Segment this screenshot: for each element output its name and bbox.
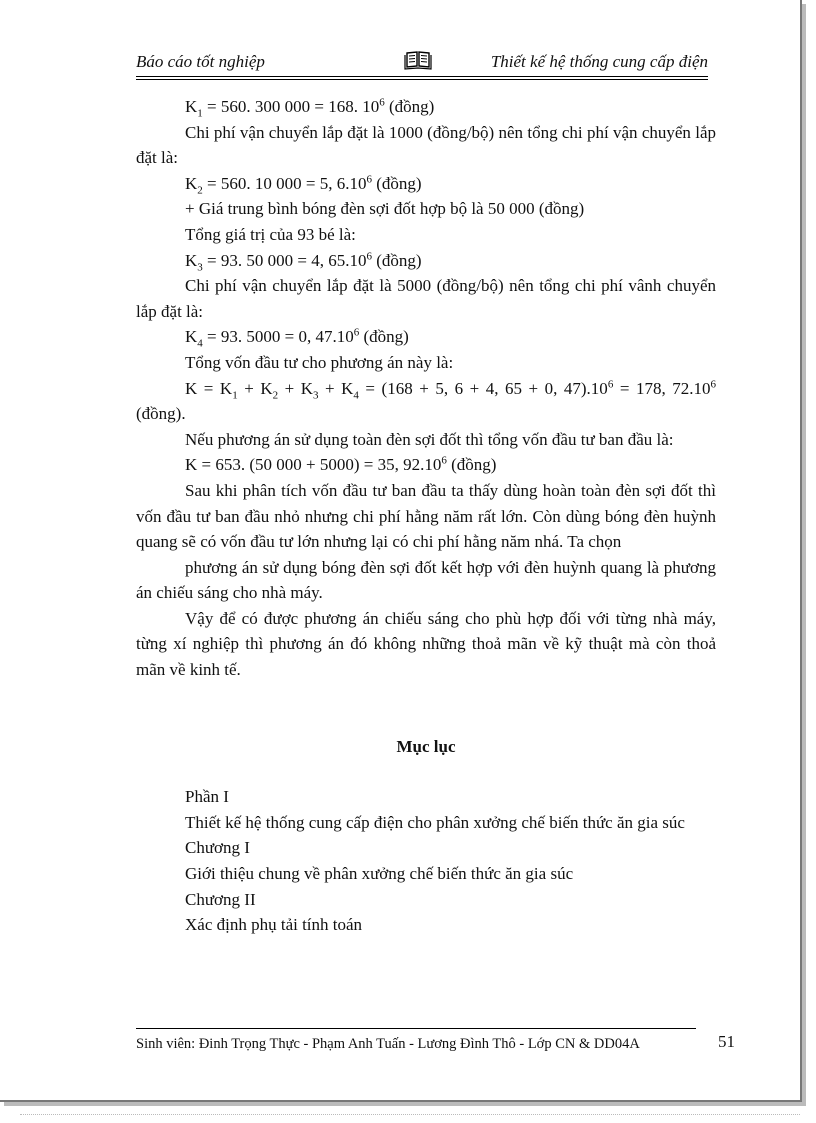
paragraph: Sau khi phân tích vốn đầu tư ban đầu ta thấy dùng hoàn toàn đèn sợi đốt thì vốn đầu tư ban đầu nhỏ nhưng chi phí hằng năm rất lớn. Còn dùng bóng đèn huỳnh quang sẽ có vốn đầu tư lớn nhưng lại có chi phí hằng năm nhá. Ta chọn: [136, 480, 716, 552]
paragraph: Vậy để có được phương án chiếu sáng cho phù hợp đối với từng nhà máy, từng xí nghiệp thì phương án đó không những thoả mãn về kỹ thuật mà còn thoả mãn về kinh tế.: [136, 608, 716, 680]
footer-rule: [136, 1028, 696, 1029]
header-rule: [136, 76, 708, 80]
toc-item: Chương II: [185, 889, 256, 909]
equation-k-total: $K = K_1 + K_2 + K_3 + K_4 = (168 + 5$, 6 + 4, 65 + 0, $47).10^6 = 178$, 72.10$^6$ (đồng).: [136, 377, 716, 424]
page-bottom-dots: [20, 1114, 800, 1115]
toc-item: Phần I: [185, 787, 229, 807]
equation-k2: $K_2 = 560$. 10 000 = 5, 6.10$^6$ (đồng): [185, 173, 422, 197]
toc-title: Mục lục: [396, 736, 456, 756]
paragraph: phương án sử dụng bóng đèn sợi đốt kết hợp với đèn huỳnh quang là phương án chiếu sáng cho nhà máy.: [136, 557, 716, 603]
header-report-title: Báo cáo tốt nghiệp: [136, 52, 265, 71]
equation-k4: $K_4 = 93$. 5000 = 0, 47.10$^6$ (đồng): [185, 326, 409, 350]
paragraph: Chi phí vận chuyển lắp đặt là 1000 (đồng/bộ) nên tổng chi phí vận chuyển lắp đặt là:: [136, 122, 716, 168]
paragraph: Chi phí vận chuyển lắp đặt là 5000 (đồng/bộ) nên tổng chi phí vânh chuyển lắp đặt là:: [136, 276, 716, 321]
page-header: [136, 48, 708, 76]
toc-item: Chương I: [185, 838, 250, 858]
paragraph: Tổng vốn đầu tư cho phương án này là:: [185, 352, 454, 372]
equation-k-incandescent: K = 653. (50 000 + 5000) = 35, 92.10$^6$ (đồng): [185, 454, 497, 475]
toc-item: Thiết kế hệ thống cung cấp điện cho phân xưởng chế biến thức ăn gia súc: [185, 812, 685, 832]
paragraph: Tổng giá trị của 93 bé là:: [185, 224, 356, 244]
toc-item: Xác định phụ tải tính toán: [185, 915, 363, 935]
equation-k1: $K_1 = 560$. 300 000 = 168. $10^6$ (đồng): [185, 96, 435, 120]
paragraph: Nếu phương án sử dụng toàn đèn sợi đốt thì tổng vốn đầu tư ban đầu là:: [185, 429, 674, 449]
header-thesis-title: Thiết kế hệ thống cung cấp điện: [490, 52, 708, 71]
page-number: 51: [718, 1032, 735, 1051]
equation-k3: $K_3 = 93$. 50 000 = 4, 65.10$^6$ (đồng): [185, 249, 422, 273]
document-body: [136, 94, 716, 938]
footer-students: Sinh viên: Đinh Trọng Thực - Phạm Anh Tuấn - Lương Đình Thô - Lớp CN & DD04A: [136, 1036, 640, 1052]
toc-item: Giới thiệu chung về phân xưởng chế biến thức ăn gia súc: [185, 864, 574, 884]
paragraph: + Giá trung bình bóng đèn sợi đốt hợp bộ là 50 000 (đồng): [185, 199, 585, 219]
open-book-icon: [404, 48, 432, 72]
